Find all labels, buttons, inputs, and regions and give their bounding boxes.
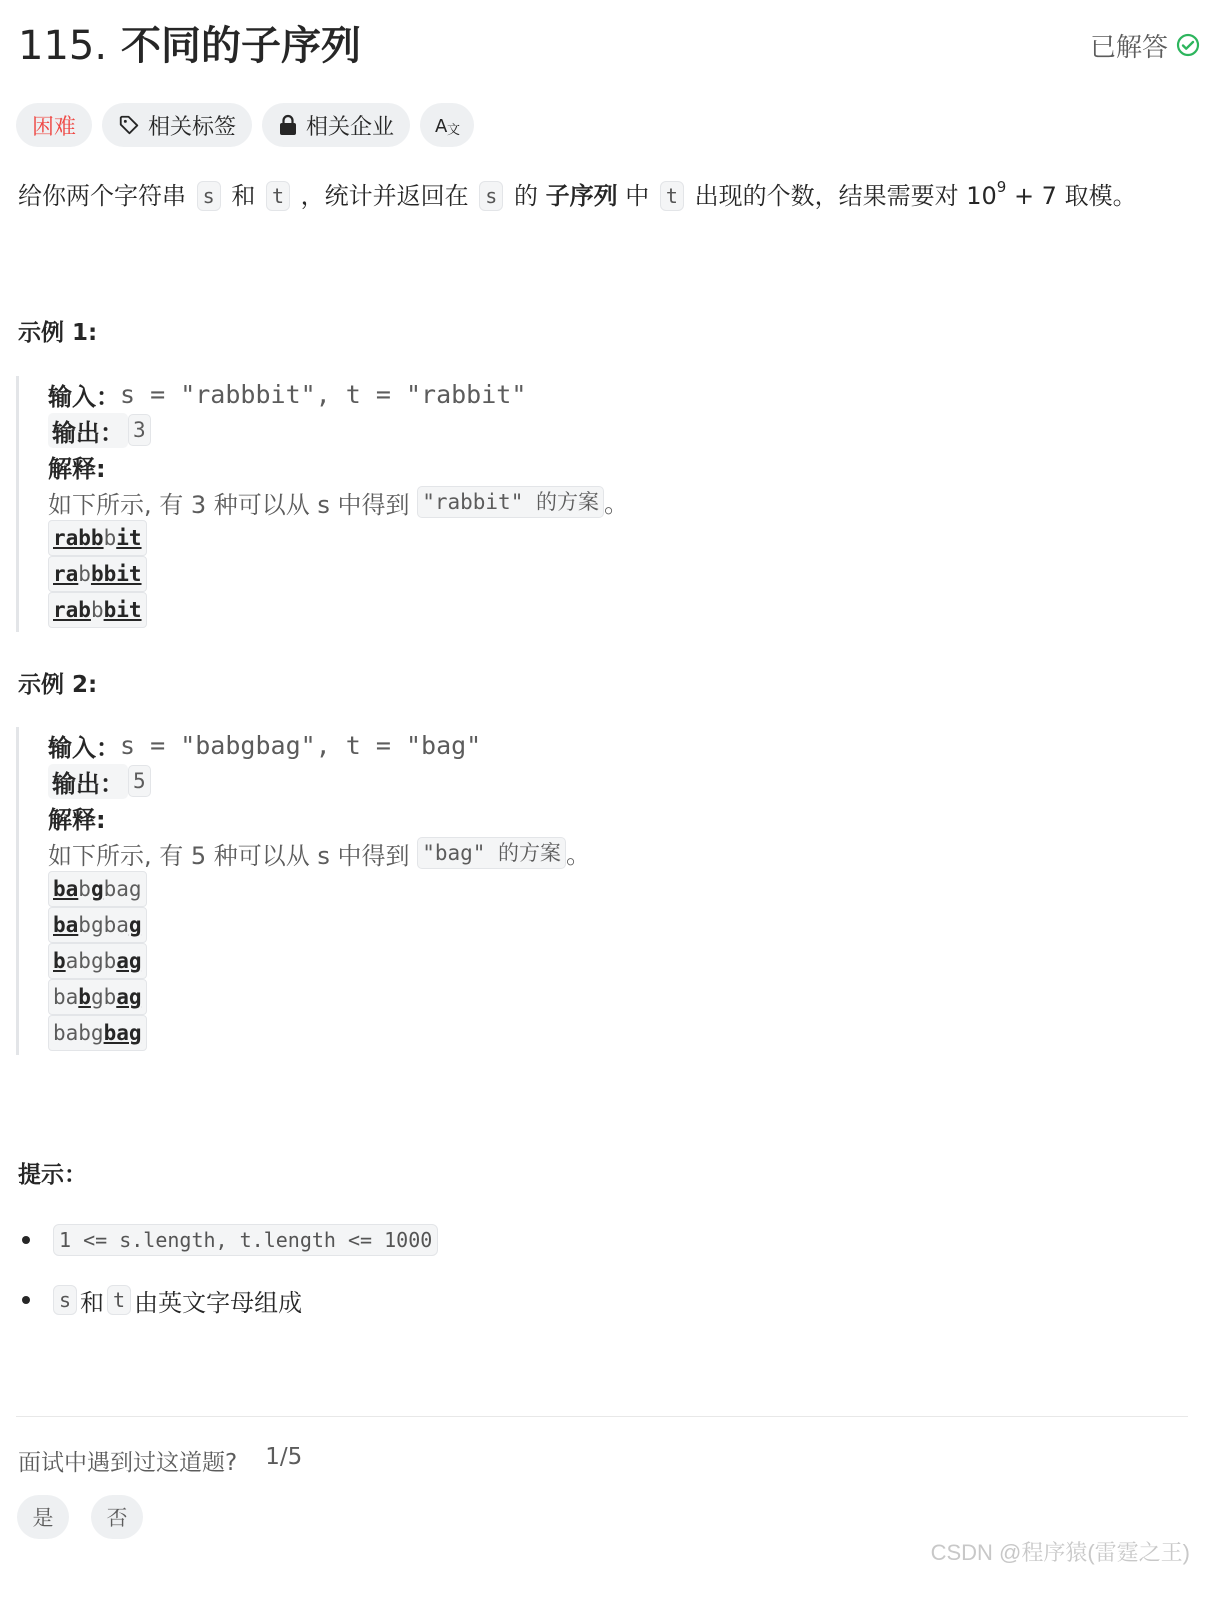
input-value: s = "babgbag", t = "bag" (120, 730, 482, 760)
explain-code: "bag" 的方案 (417, 837, 566, 869)
example-2-sequence: babgbag (48, 979, 591, 1015)
desc-text: 出现的个数，结果需要对 10 (694, 182, 997, 210)
constraint-text: 和 (80, 1288, 105, 1317)
interview-count: 1/5 (265, 1444, 303, 1470)
explain-end: 。 (566, 840, 592, 869)
no-button[interactable]: 否 (91, 1495, 143, 1539)
desc-text: 中 (625, 182, 650, 210)
svg-text:文: 文 (447, 123, 461, 137)
yes-button[interactable]: 是 (17, 1495, 69, 1539)
example-2-input (48, 727, 591, 763)
example-2-heading: 示例 2: (18, 672, 98, 698)
input-label: 输入： (48, 733, 120, 762)
inline-code-t: t (266, 181, 290, 211)
keyword-subsequence: 子序列 (545, 182, 618, 210)
lock-icon (278, 114, 298, 136)
example-1-block (16, 376, 629, 632)
constraints-heading: 提示： (18, 1162, 87, 1188)
related-companies-label: 相关企业 (306, 114, 395, 140)
constraints-list (18, 1215, 441, 1335)
constraint-item (18, 1275, 441, 1325)
explain-code: "rabbit" 的方案 (417, 486, 604, 518)
exponent: 9 (996, 178, 1007, 196)
desc-text: 给你两个字符串 (18, 182, 186, 210)
related-tags-label: 相关标签 (148, 114, 237, 140)
output-label: 输出： (48, 764, 128, 799)
related-companies-button[interactable] (262, 103, 410, 147)
explain-end: 。 (603, 489, 629, 518)
explain-label: 解释: (48, 805, 106, 834)
translate-button[interactable] (420, 103, 474, 147)
example-2-block (16, 727, 591, 1055)
input-label: 输入： (48, 382, 120, 411)
problem-description (18, 176, 1208, 216)
difficulty-label: 困难 (32, 114, 77, 140)
example-1-input (48, 376, 629, 412)
example-1-sequence: rabbbit (48, 592, 629, 628)
example-2-explain-label-row (48, 799, 591, 835)
inline-code-t: t (107, 1285, 131, 1315)
example-2-sequence: babgbag (48, 1015, 591, 1051)
svg-text:A: A (435, 116, 448, 137)
desc-text: ，统计并返回在 (300, 182, 469, 210)
example-2-sequence: babgbag (48, 943, 591, 979)
problem-title (18, 18, 361, 74)
example-1-explain-label-row (48, 448, 629, 484)
explain-text: 如下所示, 有 3 种可以从 s 中得到 (48, 490, 418, 519)
explain-label: 解释: (48, 454, 106, 483)
input-value: s = "rabbbit", t = "rabbit" (120, 379, 527, 409)
inline-code-s: s (197, 181, 221, 211)
watermark: CSDN @程序猿(雷霆之王) (930, 1540, 1190, 1565)
interview-question (18, 1444, 302, 1477)
translate-icon (434, 113, 460, 137)
tag-icon (118, 114, 140, 136)
constraint-item (18, 1215, 441, 1265)
problem-number: 115. (18, 23, 108, 69)
inline-code-s: s (53, 1285, 77, 1315)
example-2-sequence: babgbag (48, 907, 591, 943)
check-circle-icon (1176, 33, 1200, 57)
bullet (22, 1236, 30, 1244)
example-1-explain (48, 484, 629, 520)
output-value: 5 (128, 765, 151, 797)
example-1-sequence: rabbbit (48, 556, 629, 592)
constraint-code: 1 <= s.length, t.length <= 1000 (53, 1224, 438, 1256)
output-label: 输出： (48, 413, 128, 448)
example-2-output (48, 763, 591, 799)
example-1-sequence: rabbbit (48, 520, 629, 556)
inline-code-s: s (479, 181, 503, 211)
related-tags-button[interactable] (102, 103, 252, 147)
solved-label: 已解答 (1089, 32, 1168, 63)
example-1-output (48, 412, 629, 448)
desc-text: 的 (513, 182, 538, 210)
problem-name: 不同的子序列 (121, 23, 361, 69)
desc-text: 和 (231, 182, 256, 210)
difficulty-badge[interactable] (16, 103, 92, 147)
example-1-heading: 示例 1: (18, 320, 98, 346)
constraint-text: 由英文字母组成 (134, 1288, 303, 1317)
example-2-sequence: babgbag (48, 871, 591, 907)
example-2-explain (48, 835, 591, 871)
interview-question-text: 面试中遇到过这道题? (18, 1450, 238, 1476)
divider (16, 1416, 1188, 1417)
interview-answers (17, 1495, 143, 1539)
desc-text: + 7 取模。 (1006, 182, 1137, 210)
bullet (22, 1296, 30, 1304)
explain-text: 如下所示, 有 5 种可以从 s 中得到 (48, 841, 418, 870)
inline-code-t: t (660, 181, 684, 211)
tag-bar (16, 103, 474, 147)
solved-status (1090, 28, 1200, 62)
output-value: 3 (128, 414, 151, 446)
